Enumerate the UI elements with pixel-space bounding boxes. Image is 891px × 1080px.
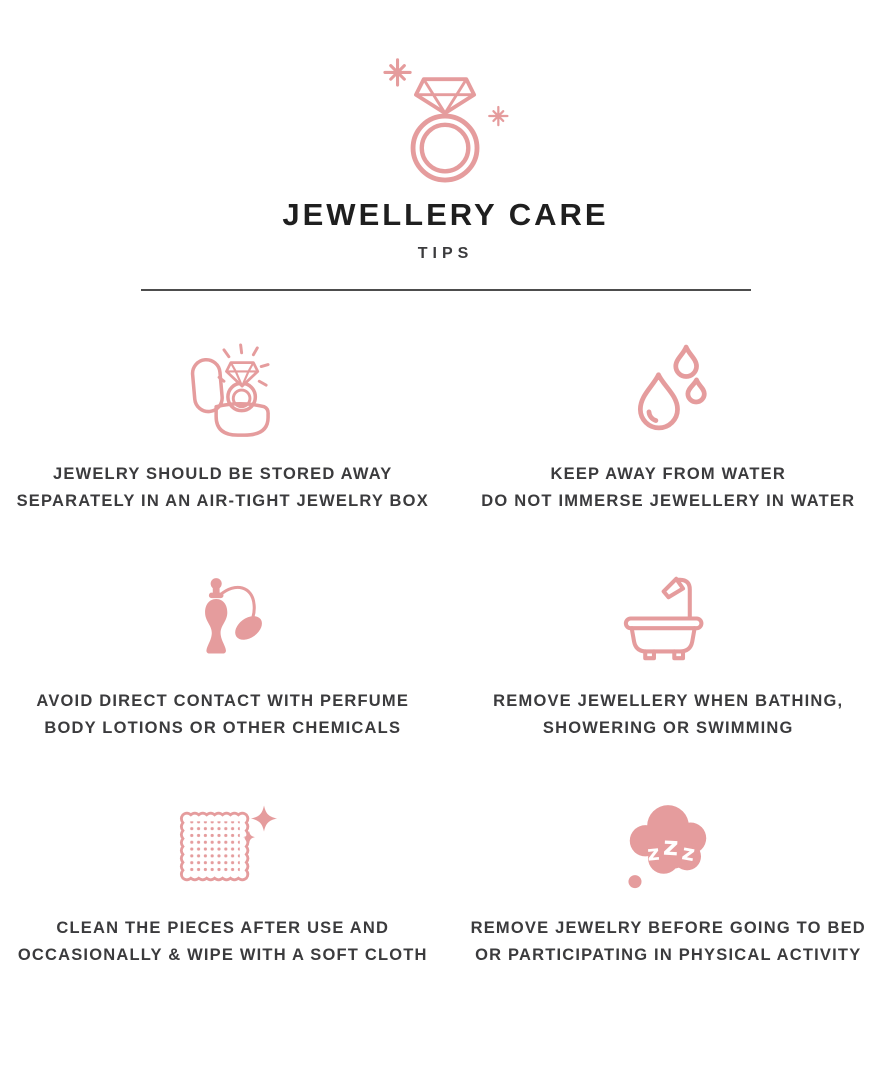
sleep-zzz-cloud-icon [615,787,721,905]
diamond-ring-icon [383,52,509,183]
tip-text [481,461,855,515]
tip-line-1: REMOVE JEWELLERY WHEN BATHING, [493,692,844,710]
tip-line-2: SEPARATELY IN AN AIR-TIGHT JEWELRY BOX [16,492,429,510]
cleaning-cloth-icon [168,787,278,905]
tip-water [446,333,891,560]
tip-line-2: DO NOT IMMERSE JEWELLERY IN WATER [481,492,856,510]
tip-sleep [446,787,891,1014]
tip-line-2: BODY LOTIONS OR OTHER CHEMICALS [44,719,402,737]
water-drops-icon [629,333,707,451]
tip-line-1: JEWELRY SHOULD BE STORED AWAY [53,465,393,483]
tip-text [493,688,843,742]
tips-grid [0,333,891,1014]
tip-line-1: AVOID DIRECT CONTACT WITH PERFUME [36,692,410,710]
tip-text [17,461,429,515]
zzz-letter: z [680,840,698,868]
tip-storage [0,333,446,560]
tip-perfume [0,560,446,787]
tip-cleaning [0,787,446,1014]
tip-line-2: SHOWERING OR SWIMMING [542,719,794,737]
tip-line-1: CLEAN THE PIECES AFTER USE AND [56,919,390,937]
tip-line-1: REMOVE JEWELRY BEFORE GOING TO BED [470,919,866,937]
divider-line [141,289,751,291]
zzz-letter: z [662,831,680,863]
zzz-letter: z [646,840,661,866]
tip-line-2: OR PARTICIPATING IN PHYSICAL ACTIVITY [475,946,862,964]
tip-text [18,915,428,969]
tip-line-2: OCCASIONALLY & WIPE WITH A SOFT CLOTH [17,946,428,964]
tip-text [471,915,866,969]
tip-text [36,688,409,742]
bathtub-shower-icon [622,560,714,678]
tip-line-1: KEEP AWAY FROM WATER [550,465,786,483]
ring-box-icon [174,333,272,451]
page-subtitle: TIPS [417,245,474,262]
page-title: JEWELLERY CARE [282,197,609,232]
perfume-atomizer-icon [177,560,269,678]
header [0,0,891,291]
tip-bathing [446,560,891,787]
